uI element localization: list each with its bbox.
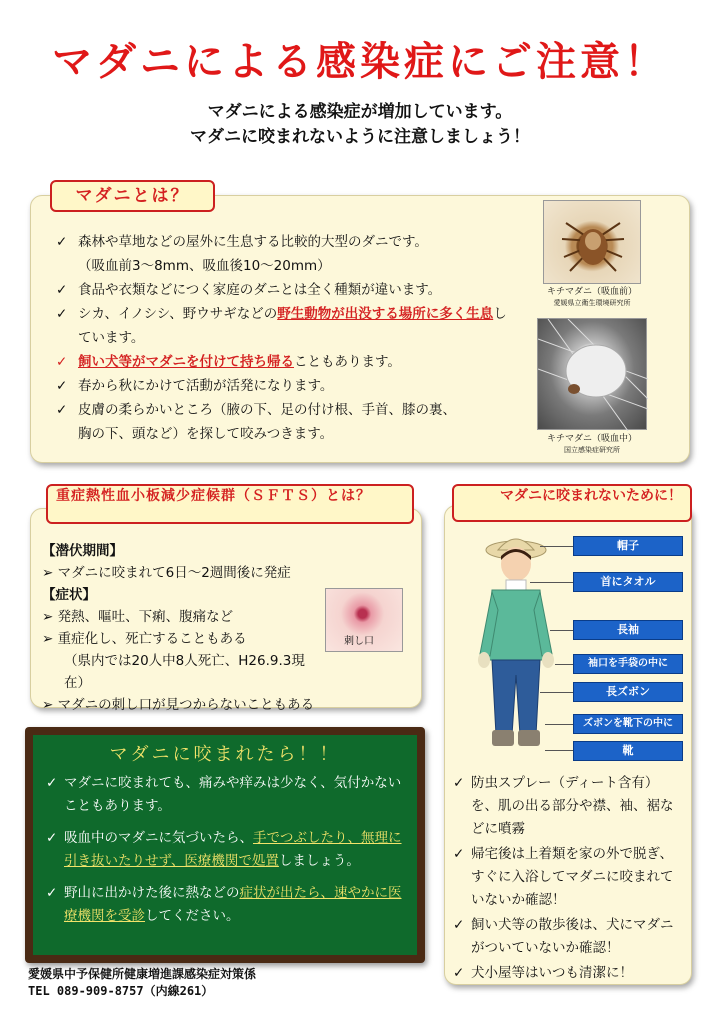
list-item: ✓ 防虫スプレー（ディート含有）を、肌の出る部分や襟、袖、裾などに噴霧 bbox=[453, 772, 685, 841]
pointer-line bbox=[540, 692, 574, 693]
label-long-pants: 長ズボン bbox=[573, 682, 683, 702]
list-item: ✓ 帰宅後は上着類を家の外で脱ぎ、すぐに入浴してマダニに咬まれていないか確認！ bbox=[453, 843, 685, 912]
list-item: ✓ 森林や草地などの屋外に生息する比較的大型のダニです。 （吸血前3～8mm、吸血後10～20mm） bbox=[48, 230, 518, 278]
pointer-line bbox=[545, 750, 573, 751]
death-note: （県内では20人中8人死亡、H26.9.3現在） bbox=[64, 653, 305, 691]
list-item: ✓ 皮膚の柔らかいところ（腋の下、足の付け根、手首、膝の裏、 胸の下、頭など）を探して咬みつきます。 bbox=[48, 398, 518, 446]
pointer-line bbox=[540, 546, 574, 547]
label-hat: 帽子 bbox=[573, 536, 683, 556]
label-towel: 首にタオル bbox=[573, 572, 683, 592]
page-title: マダニによる感染症にご注意！ bbox=[52, 39, 668, 85]
page-subtitle: マダニによる感染症が増加しています。 マダニに咬まれないように注意しましょう！ bbox=[190, 102, 530, 147]
label-gloves: 袖口を手袋の中に bbox=[573, 654, 683, 674]
list-item: ✓ 吸血中のマダニに気づいたら、手でつぶしたり、無理に引き抜いたりせず、医療機関で処置しましょう。 bbox=[46, 827, 406, 873]
sfts-tag: 重症熱性血小板減少症候群（ＳＦＴＳ）とは？ bbox=[46, 484, 414, 524]
tick-photo-fed bbox=[537, 318, 647, 430]
person-illustration bbox=[462, 530, 570, 760]
list-item: ✓ マダニに咬まれても、痛みや痒みは少なく、気付かないこともあります。 bbox=[46, 772, 406, 818]
label-shoes: 靴 bbox=[573, 741, 683, 761]
list-item: ✓ 犬小屋等はいつも清潔に！ bbox=[453, 962, 685, 985]
chalkboard-list bbox=[46, 772, 406, 937]
tick-photo-2-caption: キチマダニ（吸血中） 国立感染症研究所 bbox=[546, 434, 637, 454]
footer bbox=[28, 966, 256, 1000]
incubation-text: ➢ マダニに咬まれて6日～2週間後に発症 bbox=[42, 562, 322, 584]
list-item: ✓ 春から秋にかけて活動が活発になります。 bbox=[48, 374, 518, 398]
tick-photo-1-caption: キチマダニ（吸血前） 愛媛県立衛生環境研究所 bbox=[546, 287, 637, 307]
chalkboard-title: マダニに咬まれたら！！ bbox=[109, 744, 341, 765]
sfts-body bbox=[42, 540, 322, 716]
about-tag: マダニとは？ bbox=[50, 180, 215, 212]
prevent-tag: マダニに咬まれないために！ bbox=[452, 484, 692, 522]
pointer-line bbox=[555, 664, 573, 665]
list-item: ✓ 飼い犬等がマダニを付けて持ち帰ることもあります。 bbox=[48, 350, 518, 374]
bite-note: ➢ マダニの刺し口が見つからないこともある bbox=[42, 694, 322, 716]
symptom-item: ➢ 発熱、嘔吐、下痢、腹痛など bbox=[42, 606, 322, 628]
label-socks: ズボンを靴下の中に bbox=[573, 714, 683, 734]
footer-org: 愛媛県中予保健所健康増進課感染症対策係 bbox=[28, 967, 257, 981]
list-item: ✓ シカ、イノシシ、野ウサギなどの野生動物が出没する場所に多く生息しています。 bbox=[48, 302, 518, 350]
about-list bbox=[48, 230, 518, 446]
symptom-item: ➢ 重症化し、死亡することもある bbox=[42, 628, 322, 650]
label-long-sleeves: 長袖 bbox=[573, 620, 683, 640]
pointer-line bbox=[530, 582, 574, 583]
pointer-line bbox=[545, 724, 573, 725]
list-item: ✓ 野山に出かけた後に熱などの症状が出たら、速やかに医療機関を受診してください。 bbox=[46, 882, 406, 928]
list-item: ✓ 飼い犬等の散歩後は、犬にマダニがついていないか確認！ bbox=[453, 914, 685, 960]
symptom-heading: 【症状】 bbox=[42, 587, 96, 603]
list-item: ✓ 食品や衣類などにつく家庭のダニとは全く種類が違います。 bbox=[48, 278, 518, 302]
footer-tel: TEL 089-909-8757（内線261） bbox=[28, 984, 214, 998]
prevent-list bbox=[453, 772, 685, 987]
incubation-heading: 【潜伏期間】 bbox=[42, 543, 123, 559]
pointer-line bbox=[550, 630, 574, 631]
bite-label: 刺し口 bbox=[344, 636, 374, 647]
tick-photo-unfed bbox=[543, 200, 641, 284]
